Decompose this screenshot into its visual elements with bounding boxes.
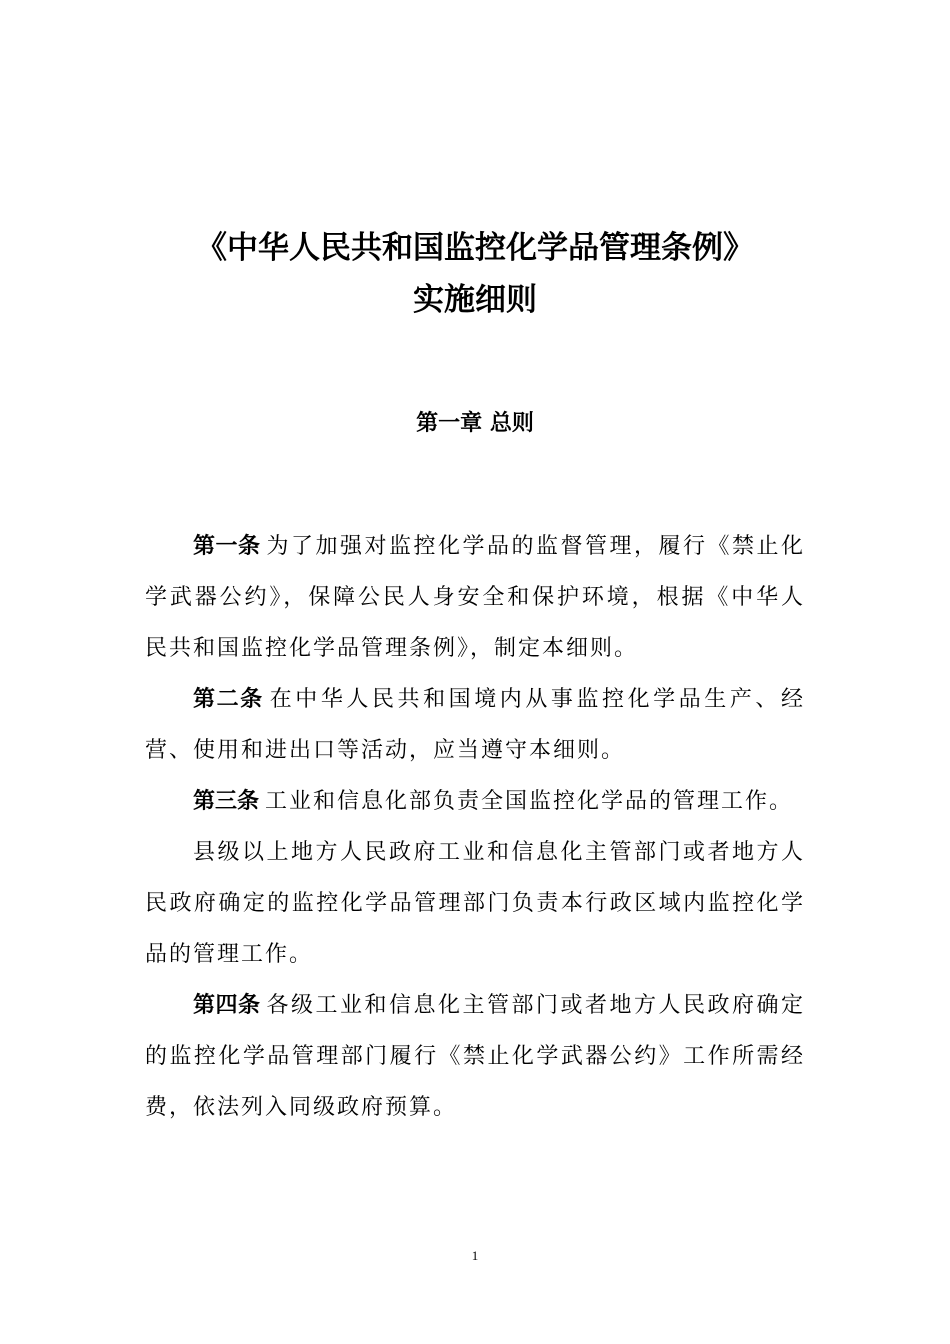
article-text: 在中华人民共和国境内从事监控化学品生产、经营、使用和进出口等活动，应当遵守本细则。 <box>145 687 805 763</box>
chapter-heading: 第一章 总则 <box>416 411 534 436</box>
article-paragraph-3 <box>145 776 805 827</box>
article-text: 为了加强对监控化学品的监督管理，履行《禁止化学武器公约》，保障公民人身安全和保护环境，根据《中华人民共和国监控化学品管理条例》，制定本细则。 <box>145 534 805 661</box>
article-paragraph-4 <box>145 980 805 1133</box>
article-number: 第四条 <box>193 993 261 1018</box>
article-paragraph-3-continued <box>145 827 805 980</box>
article-number: 第三条 <box>193 789 260 814</box>
page-number: 1 <box>471 1248 479 1263</box>
article-number: 第二条 <box>193 687 264 712</box>
document-body <box>145 521 805 1133</box>
document-title-line-2: 实施细则 <box>413 282 537 318</box>
article-paragraph-1 <box>145 521 805 674</box>
article-text: 县级以上地方人民政府工业和信息化主管部门或者地方人民政府确定的监控化学品管理部门负责本行政区域内监控化学品的管理工作。 <box>145 840 805 967</box>
document-title-line-1: 《中华人民共和国监控化学品管理条例》 <box>196 230 754 266</box>
article-number: 第一条 <box>193 534 261 559</box>
article-text: 工业和信息化部负责全国监控化学品的管理工作。 <box>265 789 794 814</box>
article-text: 各级工业和信息化主管部门或者地方人民政府确定的监控化学品管理部门履行《禁止化学武器公约》工作所需经费，依法列入同级政府预算。 <box>145 993 805 1120</box>
article-paragraph-2 <box>145 674 805 776</box>
